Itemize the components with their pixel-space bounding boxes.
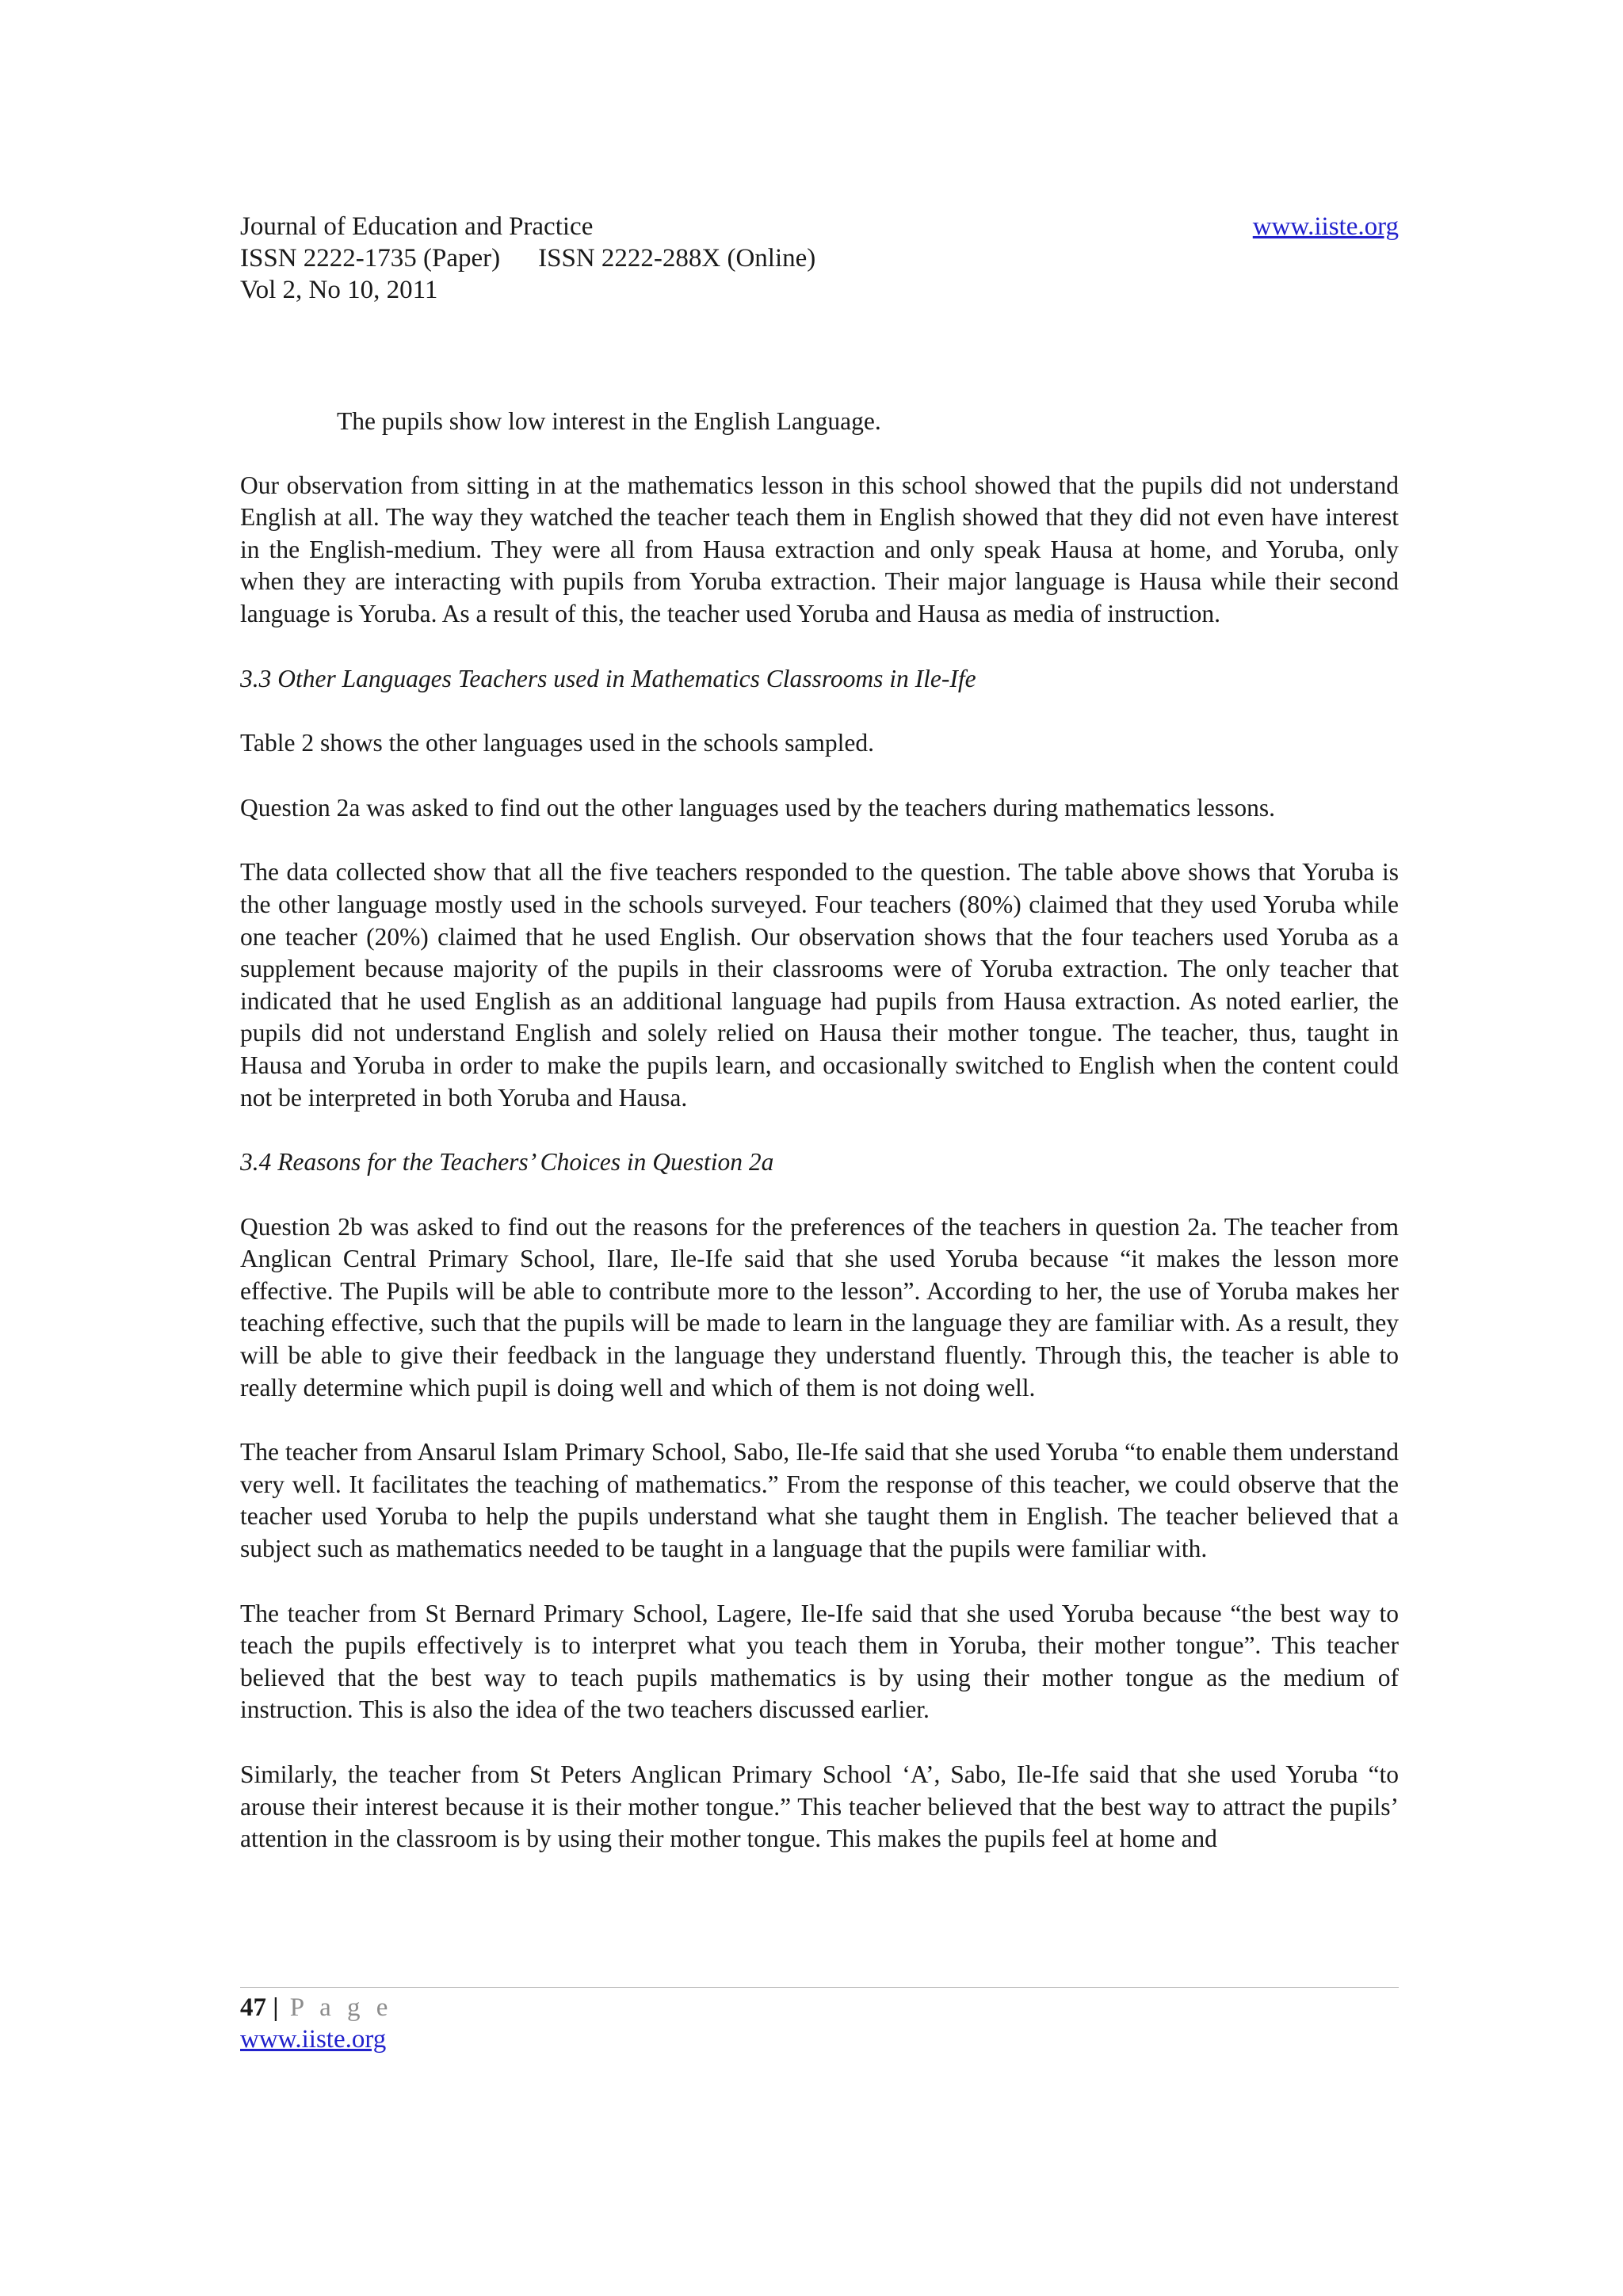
section-heading-3-3: 3.3 Other Languages Teachers used in Mathematics Classrooms in Ile-Ife: [240, 664, 976, 692]
footer-divider: [240, 1987, 1399, 1988]
issn-paper: ISSN 2222-1735 (Paper): [240, 244, 501, 273]
page-separator: |: [273, 1993, 279, 2022]
page-header: [240, 211, 1399, 306]
intro-line: The pupils show low interest in the English Language.: [337, 407, 881, 435]
volume-info: Vol 2, No 10, 2011: [240, 276, 438, 304]
paragraph: Question 2a was asked to find out the other languages used by the teachers during mathematics lessons.: [240, 793, 1276, 822]
paragraph: Similarly, the teacher from St Peters Anglican Primary School ‘A’, Sabo, Ile-Ife said that she used Yoruba “to arouse their interest because it is their mother tongue.” This teacher believed that the best way to attract the pupils’ attention in the classroom is by using their mother tongue. This makes the pupils feel at home and: [240, 1760, 1399, 1853]
paragraph: Our observation from sitting in at the mathematics lesson in this school showed that the pupils did not understand English at all. The way they watched the teacher teach them in English showed that they did not even have interest in the English-medium. They were all from Hausa extraction and only speak Hausa at home, and Yoruba, only when they are interacting with pupils from Yoruba extraction. Their major language is Hausa while their second language is Yoruba. As a result of this, the teacher used Yoruba and Hausa as media of instruction.: [240, 471, 1399, 627]
header-title-line: [240, 211, 1399, 242]
journal-title: Journal of Education and Practice: [240, 212, 594, 241]
header-volume-line: [240, 274, 1399, 306]
paragraph: Question 2b was asked to find out the reasons for the preferences of the teachers in question 2a. The teacher from Anglican Central Primary School, Ilare, Ile-Ife said that she used Yoruba because “it makes the lesson more effective. The Pupils will be able to contribute more to the lesson”. According to her, the use of Yoruba makes her teaching effective, such that the pupils will be made to learn in the language they are familiar with. As a result, they will be able to give their feedback in the language they understand fluently. Through this, the teacher is able to really determine which pupil is doing well and which of them is not doing well.: [240, 1212, 1399, 1402]
paragraph: The data collected show that all the five teachers responded to the question. The table above shows that Yoruba is the other language mostly used in the schools surveyed. Four teachers (80%) claimed that they used Yoruba while one teacher (20%) claimed that he used English. Our observation shows that the four teachers used Yoruba as a supplement because majority of the pupils in their classrooms were of Yoruba extraction. The only teacher that indicated that he used English as an additional language had pupils from Hausa extraction. As noted earlier, the pupils did not understand English and solely relied on Hausa their mother tongue. The teacher, thus, taught in Hausa and Yoruba in order to make the pupils learn, and occasionally switched to English when the content could not be interpreted in both Yoruba and Hausa.: [240, 858, 1399, 1112]
paragraph: The teacher from St Bernard Primary School, Lagere, Ile-Ife said that she used Yoruba because “the best way to teach the pupils effectively is to interpret what you teach them in Yoruba, their mother tongue”. This teacher believed that the best way to teach pupils mathematics is by using their mother tongue as the medium of instruction. This is also the idea of the two teachers discussed earlier.: [240, 1599, 1399, 1724]
header-issn-line: [240, 242, 1399, 274]
page-footer: [240, 1992, 392, 2055]
paragraph: The teacher from Ansarul Islam Primary School, Sabo, Ile-Ife said that she used Yoruba “to enable them understand very well. It facilitates the teaching of mathematics.” From the response of this teacher, we could observe that the teacher used Yoruba to help the pupils understand what she taught them in English. The teacher believed that a subject such as mathematics needed to be taught in a language that the pupils were familiar with.: [240, 1438, 1399, 1563]
page-body: [240, 406, 1399, 1888]
page-number-line: [240, 1992, 392, 2023]
page-number: 47: [240, 1993, 266, 2022]
header-website-link[interactable]: www.iiste.org: [1252, 212, 1399, 241]
page-word: P a g e: [289, 1993, 393, 2022]
footer-website-link[interactable]: www.iiste.org: [240, 2025, 387, 2054]
issn-online: ISSN 2222-288X (Online): [538, 244, 816, 273]
paragraph: Table 2 shows the other languages used in the schools sampled.: [240, 729, 875, 757]
section-heading-3-4: 3.4 Reasons for the Teachers’ Choices in Question 2a: [240, 1148, 774, 1177]
